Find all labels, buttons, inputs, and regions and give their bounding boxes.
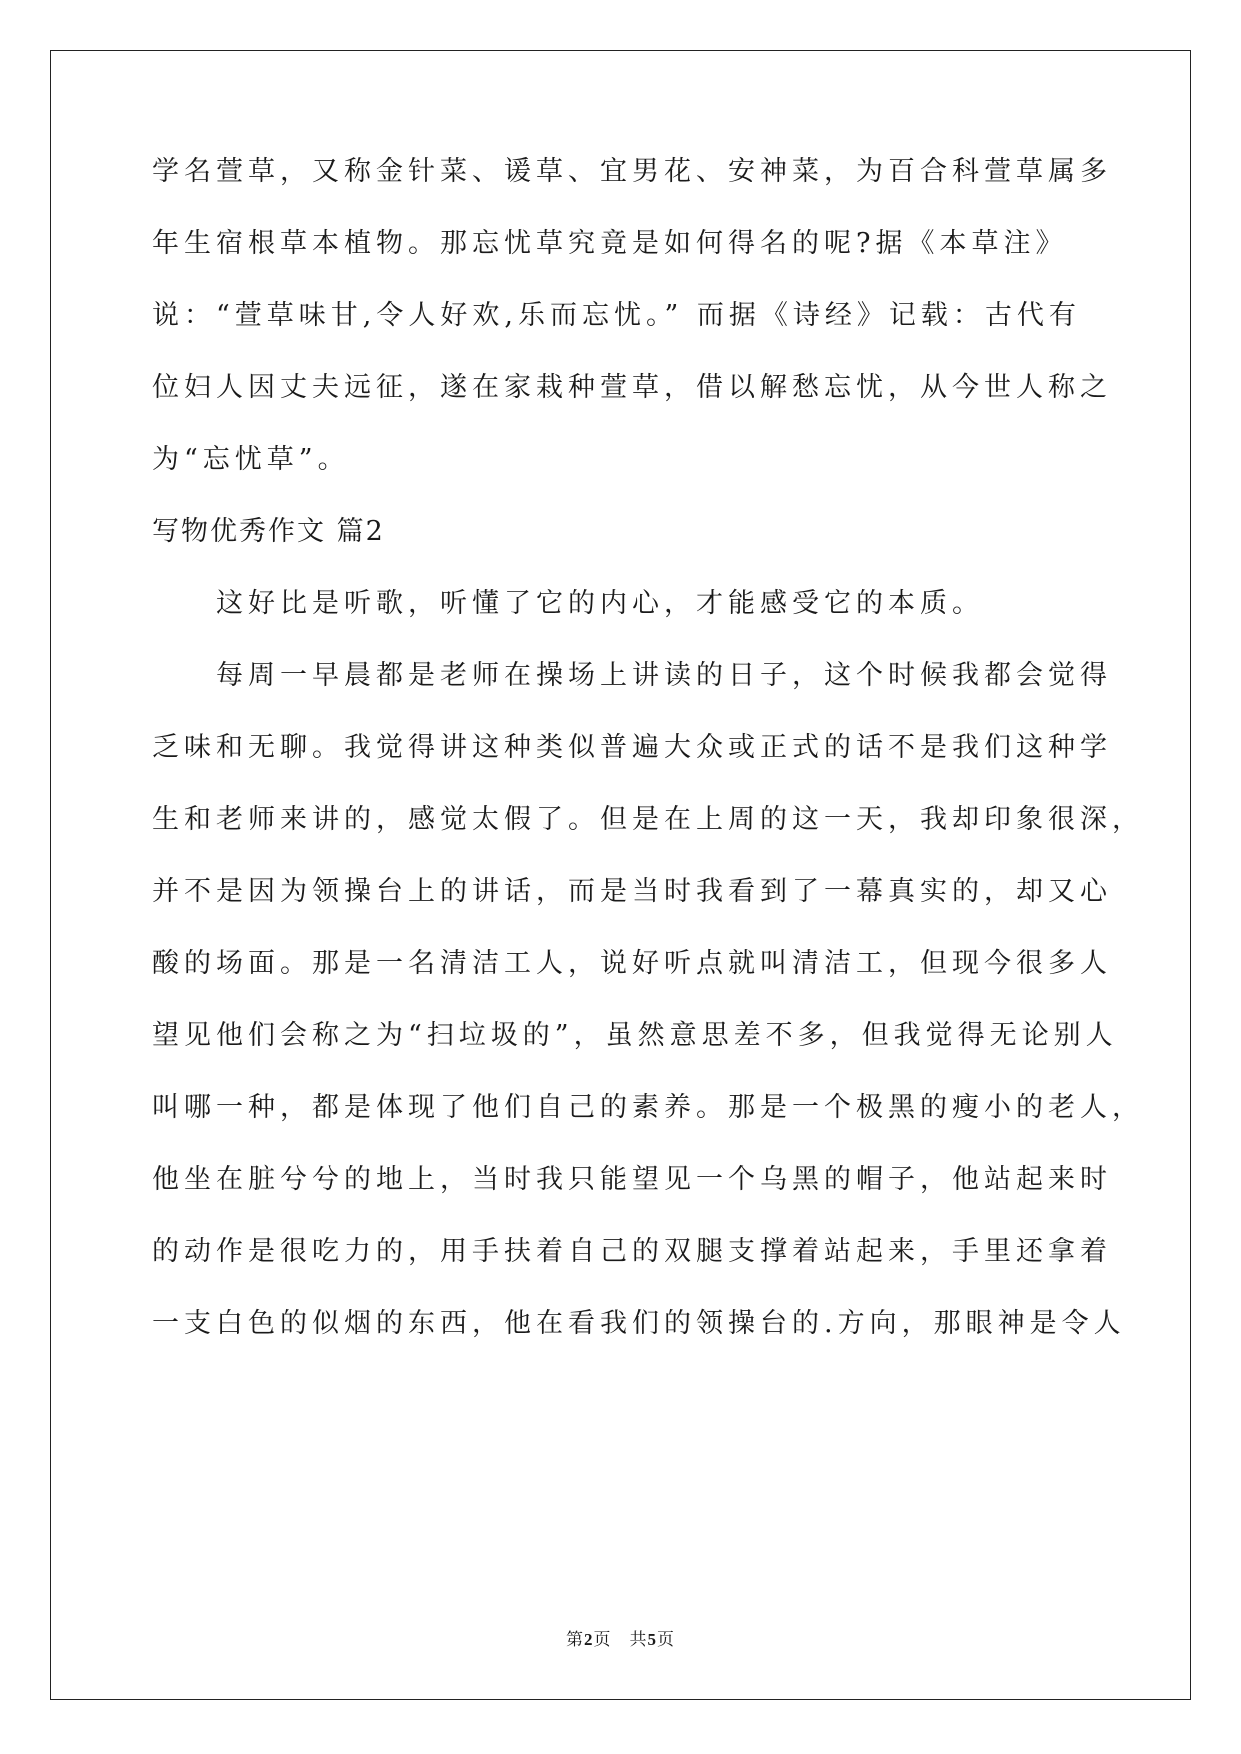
paragraph-line: 他坐在脏兮兮的地上，当时我只能望见一个乌黑的帽子，他站起来时 <box>152 1164 1112 1195</box>
page-footer <box>0 1625 1241 1650</box>
page-current: 2 <box>584 1630 594 1649</box>
paragraph-line: 并不是因为领操台上的讲话，而是当时我看到了一幕真实的，却又心 <box>152 876 1112 907</box>
paragraph-line: 生和老师来讲的，感觉太假了。但是在上周的这一天，我却印象很深， <box>152 804 1144 835</box>
paragraph-line: 为“忘忧草”。 <box>152 444 350 475</box>
paragraph-line: 每周一早晨都是老师在操场上讲读的日子，这个时候我都会觉得 <box>152 660 1112 691</box>
paragraph-line: 年生宿根草本植物。那忘忧草究竟是如何得名的呢?据《本草注》 <box>152 228 1068 259</box>
paragraph-line: 酸的场面。那是一名清洁工人，说好听点就叫清洁工，但现今很多人 <box>152 948 1112 979</box>
paragraph-line: 望见他们会称之为“扫垃圾的”，虽然意思差不多，但我觉得无论别人 <box>152 1020 1118 1051</box>
paragraph-line: 的动作是很吃力的，用手扶着自己的双腿支撑着站起来，手里还拿着 <box>152 1236 1112 1267</box>
page-suffix: 页 <box>657 1630 675 1650</box>
paragraph-line: 这好比是听歌，听懂了它的内心，才能感受它的本质。 <box>152 588 984 619</box>
paragraph-line: 一支白色的似烟的东西，他在看我们的领操台的.方向，那眼神是令人 <box>152 1308 1126 1339</box>
page-total: 5 <box>647 1630 657 1649</box>
paragraph-line: 学名萱草，又称金针菜、谖草、宜男花、安神菜，为百合科萱草属多 <box>152 156 1112 187</box>
section-heading: 写物优秀作文 篇2 <box>152 516 385 547</box>
page-prefix: 第 <box>566 1630 584 1650</box>
paragraph-line: 位妇人因丈夫远征，遂在家栽种萱草，借以解愁忘忧，从今世人称之 <box>152 372 1112 403</box>
page-mid: 页 共 <box>593 1630 648 1650</box>
page-frame <box>50 50 1191 1700</box>
paragraph-line: 说：“萱草味甘,令人好欢,乐而忘忧。” 而据《诗经》记载：古代有 <box>152 300 1081 331</box>
paragraph-line: 乏味和无聊。我觉得讲这种类似普遍大众或正式的话不是我们这种学 <box>152 732 1112 763</box>
paragraph-line: 叫哪一种，都是体现了他们自己的素养。那是一个极黑的瘦小的老人， <box>152 1092 1144 1123</box>
